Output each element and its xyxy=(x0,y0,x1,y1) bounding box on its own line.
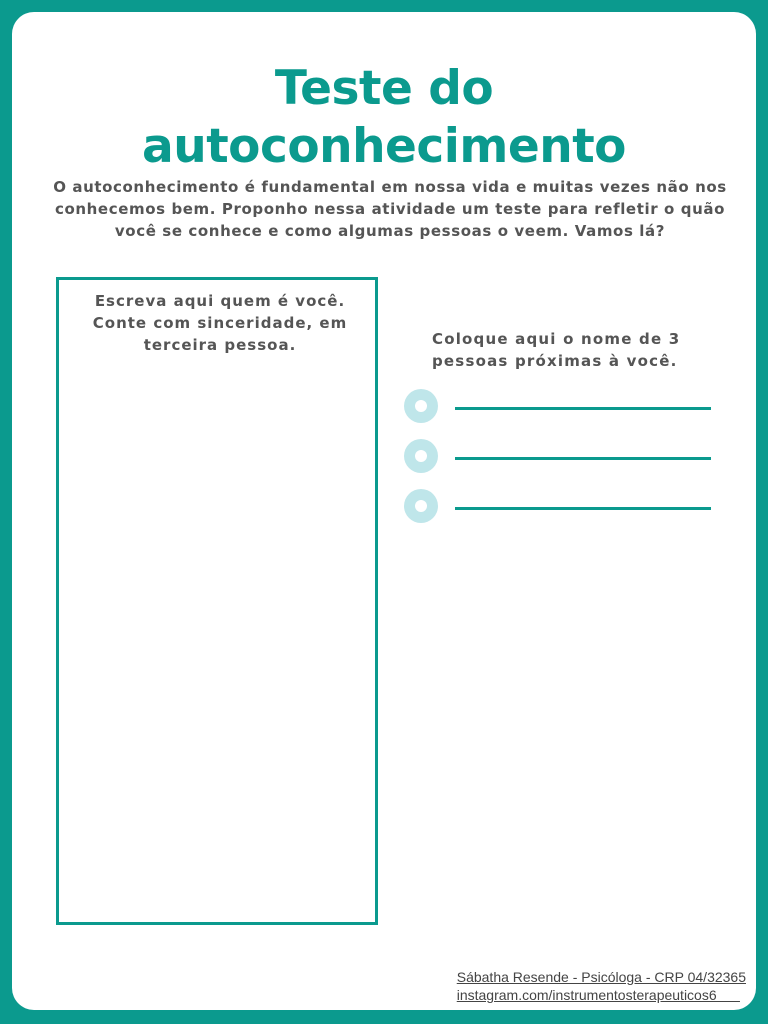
instagram-link[interactable]: instagram.com/instrumentosterapeuticos6 xyxy=(456,987,740,1003)
intro-text: O autoconhecimento é fundamental em nossa vida e muitas vezes não nos conhecemos bem. Proponho nessa atividade um teste para refletir o quão você se conhece e como algumas pessoas o veem. Vamos lá? xyxy=(53,178,727,240)
footer-credits xyxy=(457,968,746,1004)
circle-bullet-icon xyxy=(404,389,438,423)
name-field-row-3[interactable] xyxy=(404,489,714,525)
title-line-1: Teste do xyxy=(274,61,494,116)
page-title xyxy=(12,60,756,176)
self-description-label: Escreva aqui quem é você. Conte com sinceridade, em terceira pessoa. xyxy=(92,292,348,354)
name-line-1[interactable] xyxy=(455,407,711,410)
names-section-label: Coloque aqui o nome de 3 pessoas próximas à você. xyxy=(432,330,681,370)
circle-bullet-icon xyxy=(404,489,438,523)
title-line-2: autoconhecimento xyxy=(142,119,626,174)
author-credit: Sábatha Resende - Psicóloga - CRP 04/32365 xyxy=(456,969,746,985)
self-description-box[interactable] xyxy=(56,277,378,925)
name-line-2[interactable] xyxy=(455,457,711,460)
name-line-3[interactable] xyxy=(455,507,711,510)
name-field-row-1[interactable] xyxy=(404,389,714,425)
name-field-row-2[interactable] xyxy=(404,439,714,475)
circle-bullet-icon xyxy=(404,439,438,473)
worksheet-page xyxy=(12,12,756,1010)
